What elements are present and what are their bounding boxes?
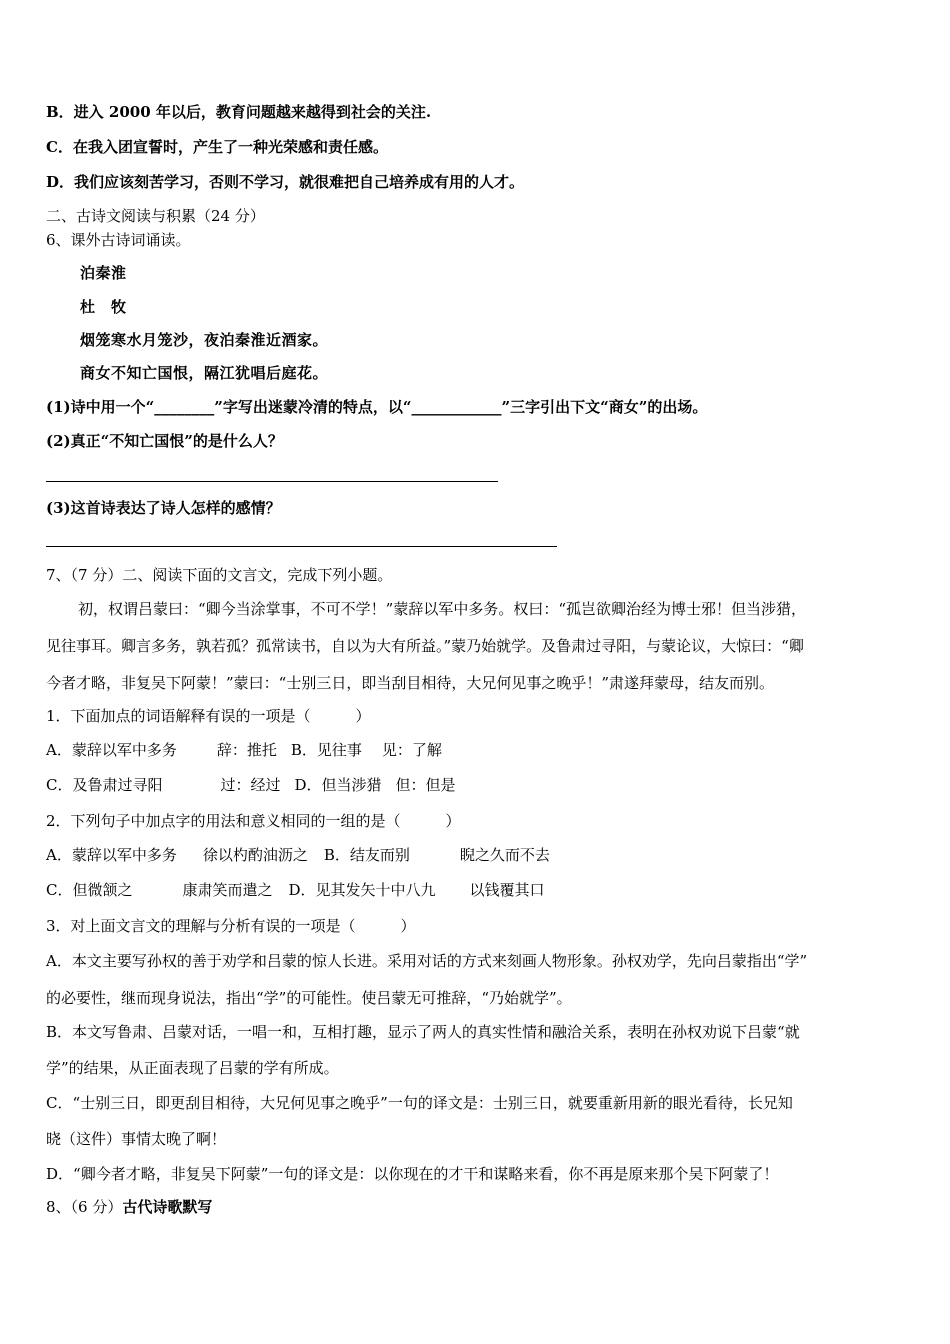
s1-option-b: B．见往事 — [290, 741, 362, 759]
s3-option-d: D．“卿今者才略，非复吴下阿蒙”一句的译文是：以你现在的才干和谋略来看，你不再是原来那个吴下阿蒙了！ — [46, 1165, 779, 1183]
s2-option-c1: C．但微颔之 — [46, 881, 133, 899]
s3-option-a-2: 的必要性，继而现身说法，指出“学”的可能性。使吕蒙无可推辞，“乃始就学”。 — [46, 989, 572, 1007]
poem-title: 泊秦淮 — [80, 264, 127, 282]
poem-line-2: 商女不知亡国恨，隔江犹唱后庭花。 — [80, 364, 329, 382]
s2-option-a1: A．蒙辞以军中多务 — [46, 846, 177, 864]
q6-sub3: (3)这首诗表达了诗人怎样的感情？ — [46, 499, 281, 517]
s1-option-c-exp: 过：经过 — [220, 776, 281, 794]
s3-option-b-1: B．本文写鲁肃、吕蒙对话，一唱一和，互相打趣，显示了两人的真实性情和融洽关系，表明在孙权劝说下吕蒙“就 — [46, 1023, 800, 1041]
answer-line-2[interactable] — [46, 546, 557, 547]
s1-option-b-exp: 见：了解 — [381, 741, 442, 759]
s2-option-a2: 徐以杓酌油沥之 — [202, 846, 308, 864]
q7-s1-stem: 1．下面加点的词语解释有误的一项是（ ） — [46, 707, 371, 725]
poem-author: 杜 牧 — [80, 298, 127, 316]
passage-line-2: 见往事耳。卿言多务，孰若孤？孤常读书，自以为大有所益。”蒙乃始就学。及鲁肃过寻阳，与蒙论议，大惊曰：“卿 — [46, 637, 804, 655]
q7-s3-stem: 3．对上面文言文的理解与分析有误的一项是（ ） — [46, 917, 416, 935]
s2-option-d1: D．见其发矢十中八九 — [288, 881, 436, 899]
s1-option-a: A．蒙辞以军中多务 — [46, 741, 177, 759]
passage-line-1: 初，权谓吕蒙曰：“卿今当涂掌事，不可不学！”蒙辞以军中多务。权曰：“孤岂欲卿治经为博士邪！但当涉猎， — [78, 600, 807, 618]
q7-s2-options-cd — [46, 880, 545, 900]
s2-option-d2: 以钱覆其口 — [469, 881, 545, 899]
s1-option-d: D．但当涉猎 — [294, 776, 382, 794]
q8-stem-title: 古代诗歌默写 — [122, 1198, 213, 1216]
q8-stem — [46, 1197, 212, 1217]
q7-stem: 7、（7 分）二、阅读下面的文言文，完成下列小题。 — [46, 566, 393, 584]
q5-option-d: D．我们应该刻苦学习，否则不学习，就很难把自己培养成有用的人才。 — [46, 173, 525, 191]
s1-option-a-exp: 辞：推托 — [216, 741, 277, 759]
passage-line-3: 今者才略，非复吴下阿蒙！”蒙曰：“士别三日，即当刮目相待，大兄何见事之晚乎！”肃遂拜蒙母，结友而别。 — [46, 674, 775, 692]
q8-stem-prefix: 8、（6 分） — [46, 1198, 123, 1216]
q7-s1-options-ab — [46, 740, 442, 760]
q5-option-b: B．进入 2000 年以后，教育问题越来越得到社会的关注. — [46, 103, 432, 121]
s3-option-a-1: A．本文主要写孙权的善于劝学和吕蒙的惊人长进。采用对话的方式来刻画人物形象。孙权劝学，先向吕蒙指出“学” — [46, 952, 808, 970]
s2-option-b1: B．结友而别 — [323, 846, 410, 864]
s3-option-b-2: 学”的结果，从正面表现了吕蒙的学有所成。 — [46, 1059, 339, 1077]
q7-s2-stem: 2．下列句子中加点字的用法和意义相同的一组的是（ ） — [46, 812, 461, 830]
s2-option-c2: 康肃笑而遣之 — [182, 881, 273, 899]
s1-option-d-exp: 但：但是 — [395, 776, 456, 794]
q6-sub1: (1)诗中用一个“________”字写出迷蒙冷清的特点，以“____________”三字引出下文“商女”的出场。 — [46, 398, 708, 416]
q5-option-c: C．在我入团宣誓时，产生了一种光荣感和责任感。 — [46, 138, 388, 156]
s2-option-b2: 睨之久而不去 — [459, 846, 550, 864]
s3-option-c-1: C．“士别三日，即更刮目相待，大兄何见事之晚乎”一句的译文是：士别三日，就要重新用新的眼光看待，长兄知 — [46, 1094, 793, 1112]
q7-s1-options-cd — [46, 775, 456, 795]
s3-option-c-2: 晓（这件）事情太晚了啊！ — [46, 1130, 227, 1148]
q7-s2-options-ab — [46, 845, 550, 865]
poem-line-1: 烟笼寒水月笼沙，夜泊秦淮近酒家。 — [80, 331, 329, 349]
answer-line-1[interactable] — [46, 481, 498, 482]
q6-stem: 6、课外古诗词诵读。 — [46, 231, 191, 249]
section2-title: 二、古诗文阅读与积累（24 分） — [46, 207, 265, 225]
q6-sub2: (2)真正“不知亡国恨”的是什么人？ — [46, 432, 283, 450]
s1-option-c: C．及鲁肃过寻阳 — [46, 776, 163, 794]
